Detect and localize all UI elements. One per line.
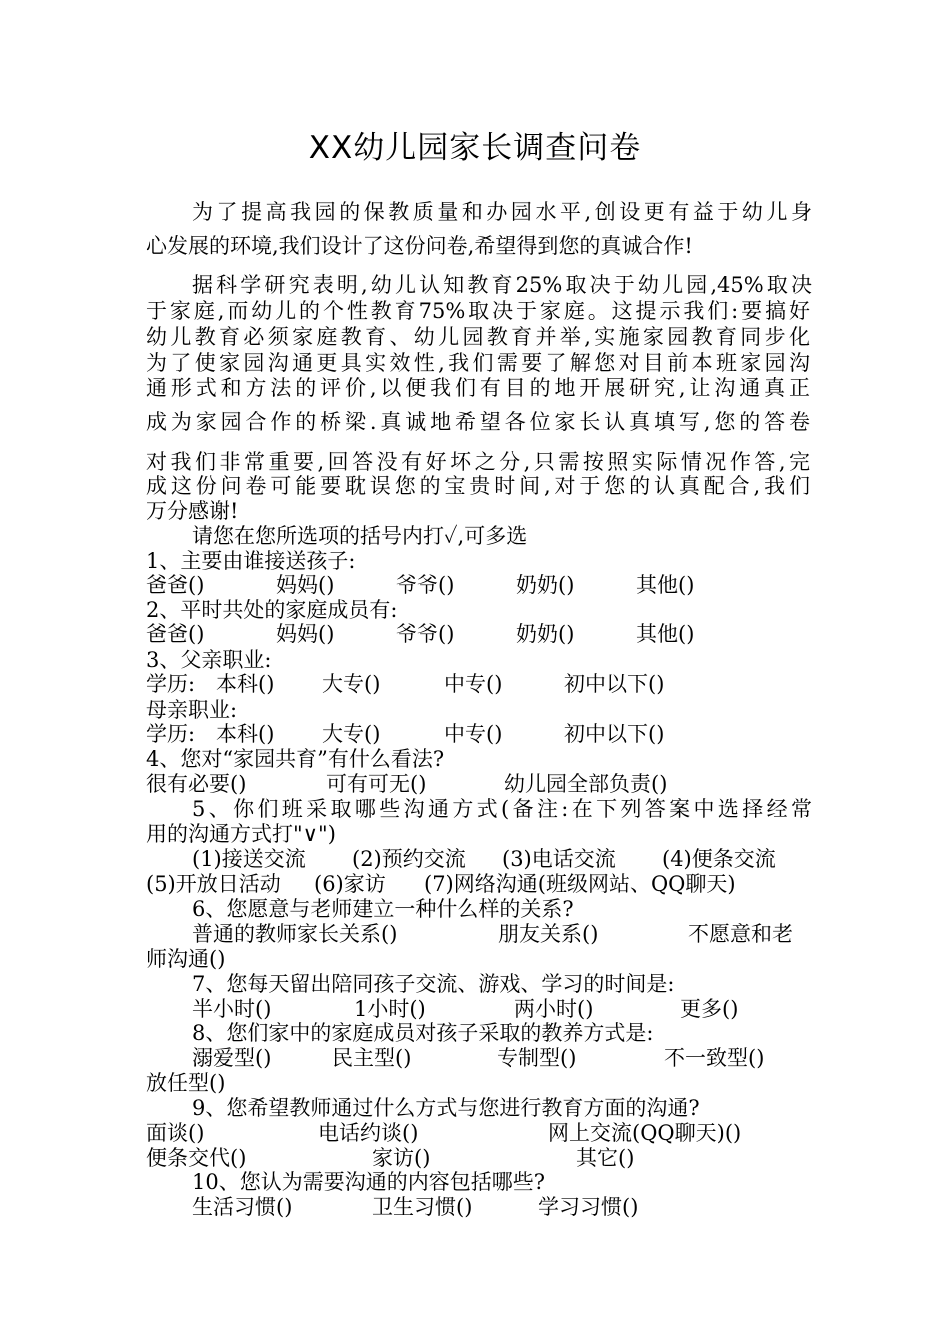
option-checkbox[interactable]: 1小时() [354, 997, 426, 1021]
option-checkbox[interactable]: 不一致型() [664, 1046, 765, 1070]
question-3-father: 3、父亲职业: [146, 648, 272, 672]
option-checkbox[interactable]: 朋友关系() [498, 922, 599, 946]
question-1-options [146, 572, 810, 598]
page-title: XX幼儿园家长调查问卷 [308, 130, 642, 166]
option-item[interactable]: (7)网络沟通(班级网站、QQ聊天) [424, 872, 736, 896]
intro-p1-line: 为了提高我园的保教质量和办园水平,创设更有益于幼儿身 [192, 200, 812, 224]
option-checkbox[interactable]: 妈妈() [276, 573, 335, 597]
question-10: 10、您认为需要沟通的内容包括哪些? [192, 1170, 545, 1194]
question-3-mother: 母亲职业: [146, 698, 238, 722]
option-checkbox[interactable]: 可有可无() [326, 772, 427, 796]
option-checkbox[interactable]: 爷爷() [396, 622, 455, 646]
option-checkbox[interactable]: 初中以下() [564, 672, 665, 696]
option-checkbox[interactable]: 专制型() [497, 1046, 577, 1070]
option-checkbox[interactable]: 其他() [636, 573, 695, 597]
option-checkbox[interactable]: 便条交代() [146, 1146, 247, 1170]
question-3-father-edu [146, 671, 810, 697]
edu-label: 学历: [146, 722, 196, 746]
option-item[interactable]: (6)家访 [314, 872, 386, 896]
option-checkbox[interactable]: 妈妈() [276, 622, 335, 646]
intro-p2-line: 于家庭,而幼儿的个性教育75%取决于家庭。这提示我们:要搞好 [146, 299, 810, 323]
option-checkbox[interactable]: 奶奶() [516, 573, 575, 597]
option-item[interactable]: (3)电话交流 [502, 847, 616, 871]
intro-p1-line: 心发展的环境,我们设计了这份问卷,希望得到您的真诚合作! [146, 234, 693, 258]
option-checkbox[interactable]: 面谈() [146, 1121, 205, 1145]
option-checkbox[interactable]: 半小时() [192, 997, 272, 1021]
option-checkbox[interactable]: 学习习惯() [538, 1195, 639, 1219]
edu-label: 学历: [146, 672, 196, 696]
question-2-options [146, 621, 810, 647]
option-item[interactable]: (1)接送交流 [192, 847, 306, 871]
question-5: 5、你们班采取哪些沟通方式(备注:在下列答案中选择经常 [192, 797, 812, 821]
instruction: 请您在您所选项的括号内打✓,可多选 [192, 524, 528, 548]
question-6-options [192, 921, 812, 947]
question-4-options [146, 771, 810, 797]
option-checkbox[interactable]: 家访() [372, 1146, 431, 1170]
option-checkbox[interactable]: 不愿意和老 [688, 922, 793, 946]
option-item[interactable]: (5)开放日活动 [146, 872, 281, 896]
option-checkbox[interactable]: 初中以下() [564, 722, 665, 746]
question-8-options [192, 1045, 812, 1071]
question-5-options-2 [146, 871, 810, 897]
intro-p2-line: 成这份问卷可能要耽误您的宝贵时间,对于您的认真配合,我们 [146, 474, 810, 498]
question-5-options-1 [192, 846, 812, 872]
option-checkbox[interactable]: 大专() [322, 722, 381, 746]
option-checkbox[interactable]: 普通的教师家长关系() [192, 922, 398, 946]
question-8-cont[interactable]: 放任型() [146, 1071, 226, 1095]
intro-p2-line: 成为家园合作的桥梁.真诚地希望各位家长认真填写,您的答卷 [146, 410, 810, 434]
question-7: 7、您每天留出陪同孩子交流、游戏、学习的时间是: [192, 972, 675, 996]
option-checkbox[interactable]: 爸爸() [146, 573, 205, 597]
question-7-options [192, 996, 812, 1022]
question-6-cont[interactable]: 师沟通() [146, 947, 226, 971]
option-checkbox[interactable]: 生活习惯() [192, 1195, 293, 1219]
option-checkbox[interactable]: 两小时() [514, 997, 594, 1021]
question-9-options-2 [146, 1145, 810, 1171]
question-8: 8、您们家中的家庭成员对孩子采取的教养方式是: [192, 1021, 654, 1045]
option-checkbox[interactable]: 卫生习惯() [372, 1195, 473, 1219]
option-checkbox[interactable]: 奶奶() [516, 622, 575, 646]
question-10-options [192, 1194, 812, 1220]
question-9-options-1 [146, 1120, 810, 1146]
intro-p2-line: 据科学研究表明,幼儿认知教育25%取决于幼儿园,45%取决 [192, 273, 812, 297]
option-checkbox[interactable]: 溺爱型() [192, 1046, 272, 1070]
option-checkbox[interactable]: 网上交流(QQ聊天)() [548, 1121, 742, 1145]
intro-p2-line: 幼儿教育必须家庭教育、幼儿园教育并举,实施家园教育同步化 [146, 325, 810, 349]
option-item[interactable]: (2)预约交流 [352, 847, 466, 871]
option-checkbox[interactable]: 幼儿园全部负责() [504, 772, 668, 796]
question-5-cont: 用的沟通方式打"∨") [146, 822, 336, 846]
question-4: 4、您对“家园共育”有什么看法? [146, 747, 445, 771]
option-checkbox[interactable]: 本科() [216, 672, 275, 696]
option-checkbox[interactable]: 更多() [680, 997, 739, 1021]
question-6: 6、您愿意与老师建立一种什么样的关系? [192, 897, 574, 921]
option-checkbox[interactable]: 电话约谈() [318, 1121, 419, 1145]
intro-p2-line: 对我们非常重要,回答没有好坏之分,只需按照实际情况作答,完 [146, 450, 810, 474]
option-checkbox[interactable]: 很有必要() [146, 772, 247, 796]
option-item[interactable]: (4)便条交流 [662, 847, 776, 871]
question-2: 2、平时共处的家庭成员有: [146, 598, 398, 622]
intro-p2-line: 万分感谢! [146, 499, 239, 523]
option-checkbox[interactable]: 民主型() [332, 1046, 412, 1070]
option-checkbox[interactable]: 本科() [216, 722, 275, 746]
question-9: 9、您希望教师通过什么方式与您进行教育方面的沟通? [192, 1096, 700, 1120]
option-checkbox[interactable]: 大专() [322, 672, 381, 696]
option-checkbox[interactable]: 其他() [636, 622, 695, 646]
option-checkbox[interactable]: 爸爸() [146, 622, 205, 646]
intro-p2-line: 为了使家园沟通更具实效性,我们需要了解您对目前本班家园沟 [146, 351, 810, 375]
question-3-mother-edu [146, 721, 810, 747]
question-1: 1、主要由谁接送孩子: [146, 549, 356, 573]
intro-p2-line: 通形式和方法的评价,以便我们有目的地开展研究,让沟通真正 [146, 376, 810, 400]
option-checkbox[interactable]: 中专() [444, 722, 503, 746]
option-checkbox[interactable]: 其它() [576, 1146, 635, 1170]
option-checkbox[interactable]: 中专() [444, 672, 503, 696]
option-checkbox[interactable]: 爷爷() [396, 573, 455, 597]
